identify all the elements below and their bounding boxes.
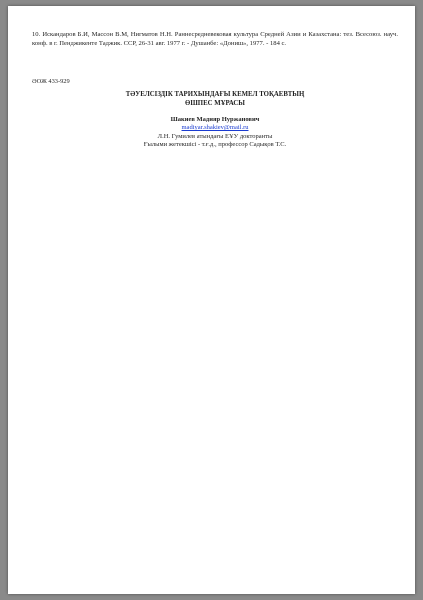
author-block [32,116,398,150]
author-supervisor: Ғылыми жетекшісі - т.ғ.д., профессор Садықов Т.С. [143,141,287,149]
author-name: Шакиев Мадияр Нуржанович [170,116,260,123]
article-title-line-2: ӨШПЕС МҰРАСЫ [185,100,245,107]
document-page [8,6,415,594]
article-title [32,90,398,108]
author-affiliation: Л.Н. Гумилев атындағы ЕҰУ докторанты [157,132,273,140]
article-title-line-1: ТӘУЕЛСІЗДІК ТАРИХЫНДАҒЫ КЕМЕЛ ТОҚАЕВТЫҢ [125,91,305,98]
udk-code: ӘОЖ 433-929 [32,78,70,85]
author-email-link[interactable]: madiyar.shakiev@mail.ru [181,124,249,132]
reference-entry: 10. Искандаров Б.И, Массон В.М, Нигматов Н.Н. Раннесредневековая культура Средней Азии и Казахстана: тез. Всесоюз. науч. конф. в г. Пенджикенте Таджик. ССР, 26-31 авг. 1977 г. - Душанбе: «Дониш», 1977. - 184 с. [32,31,398,47]
